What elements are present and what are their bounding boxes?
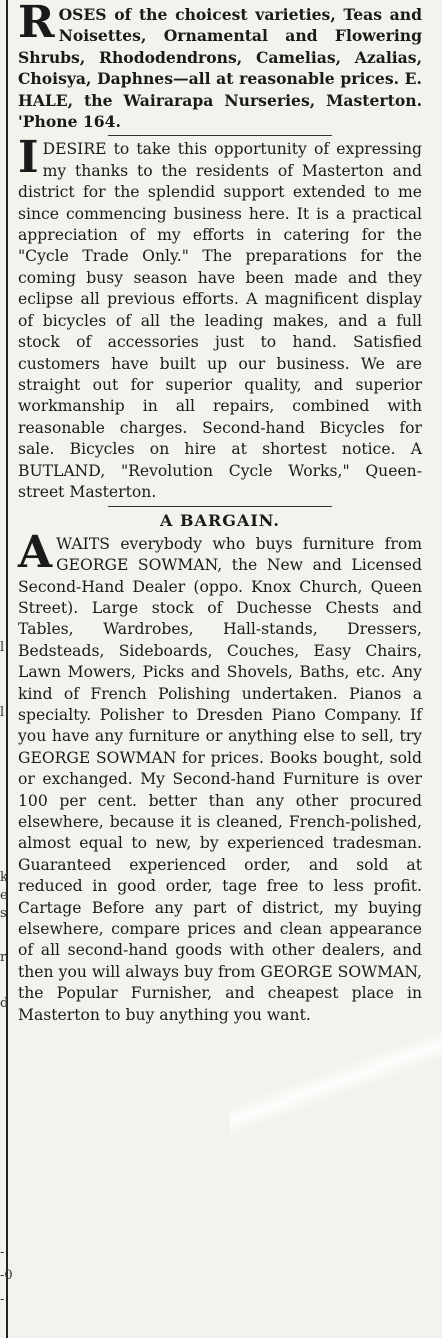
margin-fragment: l xyxy=(0,640,5,655)
margin-fragment: - xyxy=(0,1245,5,1260)
ad-body: WAITS everybody who buys furniture from GEORGE SOWMAN, the New and Licensed Second-Hand Dealer (oppo. Knox Church, Queen Street). Large stock of Duchesse Chests and Tables, Wardrobes, Hall-stands, Dressers, Bedsteads, Sideboards, Couches, Easy Chairs, Lawn Mowers, Picks and Shovels, Baths, etc. Any kind of French Polishing undertaken. Pianos a specialty. Polisher to Dresden Piano Company. If you have any furniture or anything else to sell, try GEORGE SOWMAN for prices. Books bought, sold or exchanged. My Second-hand Furniture is over 100 per cent. better than any other procured elsewhere, because it is cleaned, French-polished, almost equal to new, by experienced tradesman. Guaranteed experienced order, and sold at reduced in good order, tage free to less profit. Cartage Before any part of district, my buying elsewhere, compare prices and clean appearance of all second-hand goods with other dealers, and then you will always buy from GEORGE SOWMAN, the Popular Furnisher, and cheapest place in Masterton to buy anything you want. xyxy=(18,534,422,1024)
separator-rule xyxy=(108,506,332,507)
separator-rule xyxy=(108,135,332,136)
advertisement-column xyxy=(18,0,422,1026)
margin-fragment: e xyxy=(0,888,8,903)
paper-tear-mark xyxy=(230,1030,442,1140)
ad-furniture-bargain xyxy=(18,510,422,1026)
ad-heading: A BARGAIN. xyxy=(160,511,280,531)
ad-cycle-works xyxy=(18,132,422,503)
column-rule xyxy=(6,0,8,1338)
margin-fragment: d xyxy=(0,996,9,1011)
margin-fragment: s xyxy=(0,906,7,921)
margin-fragment: l xyxy=(0,705,5,720)
ad-nurseries xyxy=(18,0,422,132)
margin-fragment: -0 xyxy=(0,1268,13,1283)
dropcap: A xyxy=(18,526,53,578)
margin-fragment: r xyxy=(0,950,7,965)
ad-body: DESIRE to take this opportunity of expressing my thanks to the residents of Masterton and district for the splendid support extended to me since commencing business here. It is a practical appreciation of my efforts in catering for the "Cycle Trade Only." The preparations for the coming busy season have been made and they eclipse all previous efforts. A magnificent display of bicycles of all the leading makes, and a full stock of accessories just to hand. Satisfied customers have built up our business. We are straight out for superior quality, and superior workmanship in all repairs, combined with reasonable charges. Second-hand Bicycles for sale. Bicycles on hire at shortest notice. A BUTLAND, "Revolution Cycle Works," Queen-street Masterton. xyxy=(18,140,422,501)
dropcap: R xyxy=(18,0,55,48)
ad-body: OSES of the choicest varieties, Teas and Noisettes, Ornamental and Flowering Shrubs, Rhododendrons, Camelias, Azalias, Choisya, Daphnes—all at reasonable prices. E. HALE, the Wairarapa Nurseries, Masterton. 'Phone 164. xyxy=(18,5,422,132)
dropcap: I xyxy=(18,132,39,184)
margin-fragment: k xyxy=(0,870,8,885)
margin-fragment: - xyxy=(0,1292,5,1307)
